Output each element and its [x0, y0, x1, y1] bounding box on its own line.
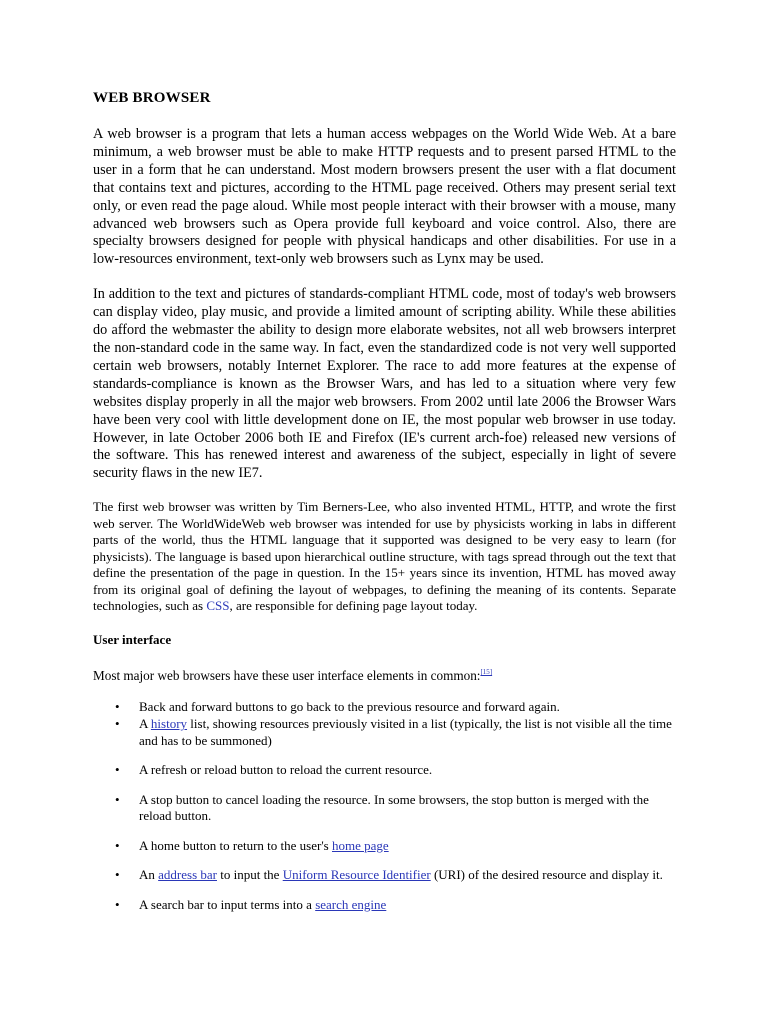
uri-link[interactable]: Uniform Resource Identifier [282, 867, 431, 883]
paragraph-standards: In addition to the text and pictures of standards-compliant HTML code, most of today's web browsers can display video, play music, and provide a limited amount of scripting ability. While these abilities do afford the webmaster the ability to design more elaborate websites, not all web browsers interpret the non-standard code in the same way. In fact, even the standardized code is not very well supported certain web browsers, notably Internet Explorer. The race to add more features at the expense of standards-compliance is known as the Browser Wars, and has led to a situation where very few websites display properly in all the major web browsers. From 2002 until late 2006 the Browser Wars have been very cool with little development done on IE, the most popular web browser in use today. However, in late October 2006 both IE and Firefox (IE's current arch-foe) released new versions of the software. This has renewed interest and awareness of the subject, especially in light of severe security flaws in the new IE7. [93, 286, 676, 482]
ui-intro [93, 664, 676, 684]
list-item-search-bar: • A search bar to input terms into a search engine [115, 896, 387, 912]
ui-elements-list [93, 699, 676, 914]
bullet-icon: • [115, 867, 120, 883]
history-link[interactable]: history [150, 716, 188, 732]
bullet-icon: • [115, 716, 120, 732]
bullet-icon: • [115, 762, 120, 778]
css-link[interactable]: CSS [206, 598, 230, 614]
list-item-stop: • A stop button to cancel loading the resource. In some browsers, the stop button is merged with the reload button. [115, 791, 649, 824]
list-item-address-bar: • An address bar to input the Uniform Resource Identifier (URI) of the desired resource and display it. [115, 867, 663, 883]
document-title: WEB BROWSER [93, 90, 211, 106]
document-page [93, 90, 676, 913]
bullet-icon: • [115, 896, 120, 912]
home-page-link[interactable]: home page [331, 837, 389, 853]
list-item-back-forward: • Back and forward buttons to go back to the previous resource and forward again. [115, 698, 560, 714]
list-item-history: • A history list, showing resources previously visited in a list (typically, the list is not visible all the time and has to be summoned) [115, 716, 672, 748]
bullet-icon: • [115, 698, 120, 714]
reference-link[interactable]: [15] [480, 667, 493, 676]
paragraph-history [93, 499, 676, 615]
section-heading-user-interface: User interface [93, 631, 172, 647]
bullet-icon: • [115, 837, 120, 853]
history-text-before: The first web browser was written by Tim Berners-Lee, who also invented HTML, HTTP, and wrote the first web server. The WorldWideWeb web browser was intended for use by physicists working in labs in different parts of the world, thus the HTML language that it supported was designed to be very easy to learn (for physicists). The language is based upon hierarchical outline structure, with tags spread through out the text that define the presentation of the page in question. In the 15+ years since its invention, HTML has moved away from its original goal of defining the layout of webpages, to defining the meaning of its contents. Separate technologies, such as [93, 499, 676, 614]
ui-intro-text: Most major web browsers have these user interface elements in common: [93, 667, 481, 683]
paragraph-intro: A web browser is a program that lets a human access webpages on the World Wide Web. At a bare minimum, a web browser must be able to make HTTP requests and to present parsed HTML to the user in a form that he can understand. Most modern browsers present the user with a flat document that contains text and pictures, according to the HTML page received. Others may present serial text only, or even read the page aloud. While most people interact with their browser with a mouse, many advanced web browsers such as Opera provide full keyboard and voice control. Also, there are specialty browsers designed for people with physical handicaps and other disabilities. For use in a low-resources environment, text-only web browsers such as Lynx may be used. [93, 126, 676, 268]
list-item-home: • A home button to return to the user's home page [115, 837, 389, 853]
list-item-refresh: • A refresh or reload button to reload the current resource. [115, 762, 433, 778]
address-bar-link[interactable]: address bar [158, 867, 217, 883]
bullet-icon: • [115, 791, 120, 807]
search-engine-link[interactable]: search engine [315, 896, 387, 912]
history-text-after: , are responsible for defining page layout today. [229, 598, 478, 614]
